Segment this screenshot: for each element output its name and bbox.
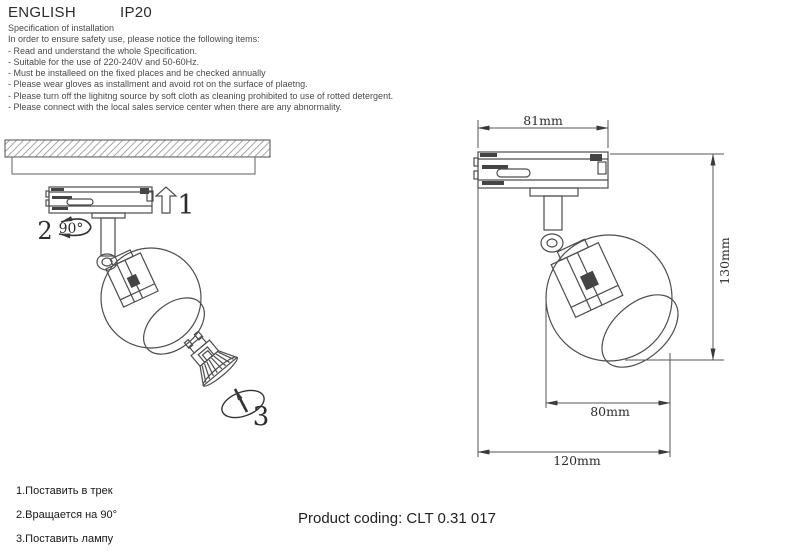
step2-number: 2 bbox=[37, 217, 53, 245]
installation-drawing bbox=[0, 135, 290, 435]
lamp-socket bbox=[547, 235, 622, 318]
language-title: ENGLISH bbox=[8, 4, 76, 21]
spec-item: - Please turn off the lighitng source by soft cloth as cleaning prohibited to use of rotted detergent. bbox=[8, 90, 394, 101]
stem bbox=[530, 188, 578, 230]
ru-step-3: 3.Поставить лампу bbox=[16, 533, 114, 545]
step3-number: 3 bbox=[252, 402, 270, 432]
spec-title: Specification of installation bbox=[8, 23, 115, 33]
product-coding: Product coding: CLT 0.31 017 bbox=[298, 510, 496, 527]
ru-step-2: 2.Вращается на 90° bbox=[16, 509, 117, 521]
specification-block bbox=[8, 23, 478, 113]
step1-number: 1 bbox=[177, 190, 195, 221]
spec-intro: In order to ensure safety use, please notice the following items: bbox=[8, 34, 260, 45]
spec-item: - Please connect with the local sales service center when there are any abnormality. bbox=[8, 102, 343, 113]
ru-step-1: 1.Поставить в трек bbox=[16, 485, 113, 497]
step2-angle-label: 90° bbox=[58, 221, 84, 237]
track-adapter bbox=[46, 187, 153, 213]
dim-overall-height: 130mm bbox=[717, 237, 732, 285]
russian-instructions bbox=[16, 479, 117, 551]
stem bbox=[92, 213, 125, 256]
ceiling-hatch bbox=[5, 140, 270, 174]
gu10-bulb bbox=[174, 323, 240, 389]
spec-item: - Please wear gloves as installment and avoid rot on the surface of plaetng. bbox=[8, 79, 308, 90]
dim-overall-width: 120mm bbox=[553, 453, 601, 468]
up-arrow-icon bbox=[156, 187, 176, 213]
spec-item: - Must be installeed on the fixed places and be checked annually bbox=[8, 68, 266, 79]
spec-item: - Suitable for the use of 220-240V and 50-60Hz. bbox=[8, 56, 200, 67]
dim-shade-diameter: 80mm bbox=[590, 404, 630, 419]
swivel-joint bbox=[541, 234, 563, 252]
dimension-drawing bbox=[440, 108, 750, 478]
spec-item: - Read and understand the whole Specification. bbox=[8, 45, 198, 56]
track-adapter bbox=[474, 152, 608, 188]
dim-adapter-width: 81mm bbox=[523, 113, 563, 128]
ip-rating: IP20 bbox=[120, 4, 153, 21]
